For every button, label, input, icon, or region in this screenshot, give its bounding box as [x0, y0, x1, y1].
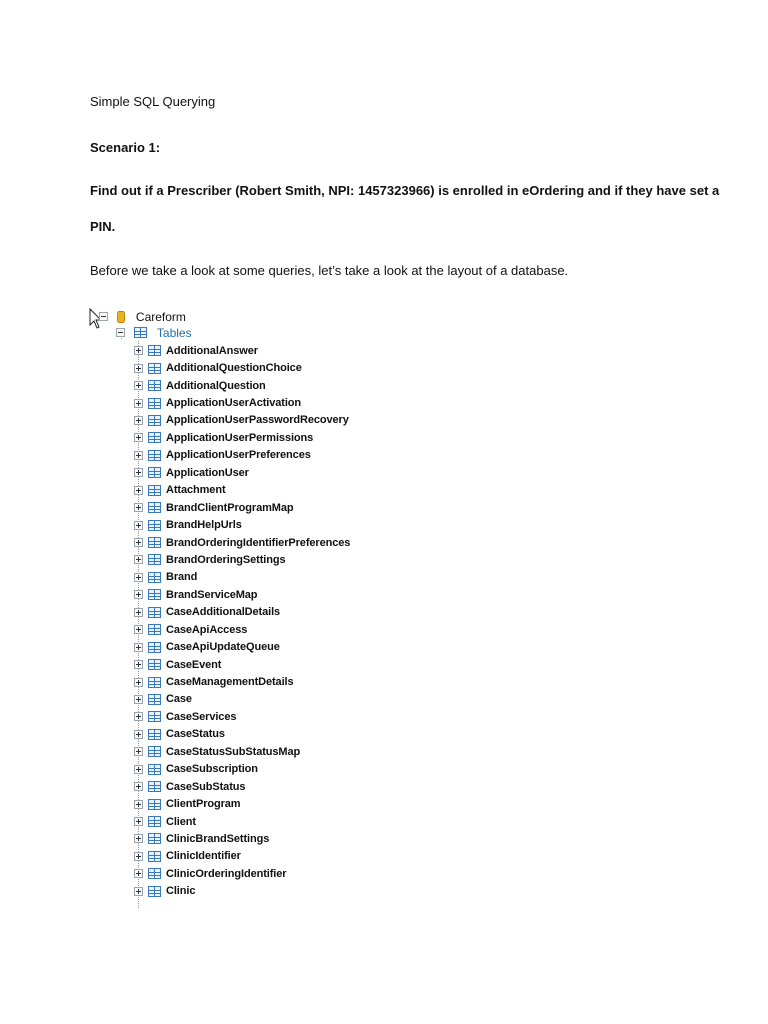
tree-item-table[interactable]: [134, 342, 350, 359]
tree-item-table[interactable]: [134, 830, 350, 847]
tree-item-table[interactable]: [134, 621, 350, 638]
table-folder-icon: [134, 327, 147, 338]
expand-icon[interactable]: [134, 555, 143, 564]
table-name: ApplicationUserPreferences: [166, 449, 311, 462]
table-icon: [148, 363, 161, 374]
tables-folder-label: Tables: [156, 325, 192, 340]
expand-icon[interactable]: [134, 608, 143, 617]
expand-icon[interactable]: [134, 433, 143, 442]
table-name: CaseAdditionalDetails: [166, 606, 281, 619]
table-name: Attachment: [166, 484, 226, 497]
tree-item-table[interactable]: [134, 865, 350, 882]
tree-item-table[interactable]: [134, 848, 350, 865]
table-name: CaseStatus: [166, 728, 225, 741]
tree-item-table[interactable]: [134, 516, 350, 533]
expand-icon[interactable]: [134, 800, 143, 809]
tree-item-table[interactable]: [134, 813, 350, 830]
expand-icon[interactable]: [134, 678, 143, 687]
table-icon: [148, 694, 161, 705]
tree-item-table[interactable]: [134, 377, 350, 394]
tree-item-table[interactable]: [134, 464, 350, 481]
table-icon: [148, 537, 161, 548]
tree-item-table[interactable]: [134, 761, 350, 778]
expand-icon[interactable]: [134, 468, 143, 477]
table-icon: [148, 345, 161, 356]
table-name: CaseApiUpdateQueue: [166, 641, 280, 654]
tree-item-table[interactable]: [134, 795, 350, 812]
expand-icon[interactable]: [134, 765, 143, 774]
table-name: ClinicBrandSettings: [166, 832, 270, 845]
table-name: Client: [166, 815, 196, 828]
table-name: ClinicOrderingIdentifier: [166, 867, 287, 880]
table-icon: [148, 642, 161, 653]
expand-icon[interactable]: [134, 538, 143, 547]
tree-item-table[interactable]: [134, 673, 350, 690]
task-description-line-2: PIN.: [90, 219, 116, 234]
table-name: ApplicationUserPasswordRecovery: [166, 414, 349, 427]
collapse-icon[interactable]: [116, 328, 125, 337]
table-icon: [148, 432, 161, 443]
table-icon: [148, 467, 161, 478]
table-name: ApplicationUserActivation: [166, 397, 302, 410]
table-name: CaseSubscription: [166, 763, 258, 776]
tree-node-tables-folder[interactable]: [116, 324, 192, 340]
tree-item-table[interactable]: [134, 883, 350, 900]
table-icon: [148, 450, 161, 461]
expand-icon[interactable]: [134, 346, 143, 355]
table-name: CaseApiAccess: [166, 623, 248, 636]
tree-item-table[interactable]: [134, 359, 350, 376]
table-icon: [148, 398, 161, 409]
tree-item-table[interactable]: [134, 412, 350, 429]
tree-item-table[interactable]: [134, 656, 350, 673]
expand-icon[interactable]: [134, 834, 143, 843]
tree-item-table[interactable]: [134, 604, 350, 621]
expand-icon[interactable]: [134, 869, 143, 878]
table-icon: [148, 589, 161, 600]
tree-item-table[interactable]: [134, 534, 350, 551]
expand-icon[interactable]: [134, 712, 143, 721]
table-icon: [148, 764, 161, 775]
table-icon: [148, 607, 161, 618]
tree-item-table[interactable]: [134, 638, 350, 655]
table-icon: [148, 554, 161, 565]
table-name: CaseEvent: [166, 658, 222, 671]
expand-icon[interactable]: [134, 643, 143, 652]
table-icon: [148, 415, 161, 426]
expand-icon[interactable]: [134, 486, 143, 495]
expand-icon[interactable]: [134, 747, 143, 756]
table-icon: [148, 624, 161, 635]
tree-item-table[interactable]: [134, 586, 350, 603]
table-name: Clinic: [166, 885, 196, 898]
expand-icon[interactable]: [134, 381, 143, 390]
table-name: BrandOrderingSettings: [166, 553, 286, 566]
tree-item-table[interactable]: [134, 569, 350, 586]
table-icon: [148, 833, 161, 844]
tree-item-table[interactable]: [134, 743, 350, 760]
tree-item-table[interactable]: [134, 778, 350, 795]
table-icon: [148, 502, 161, 513]
intro-paragraph: Before we take a look at some queries, let’s take a look at the layout of a database.: [90, 263, 569, 278]
database-label: Careform: [135, 309, 186, 324]
tree-item-table[interactable]: [134, 429, 350, 446]
object-explorer-screenshot: [86, 305, 386, 908]
expand-icon[interactable]: [134, 625, 143, 634]
expand-icon[interactable]: [134, 660, 143, 669]
tree-item-table[interactable]: [134, 482, 350, 499]
expand-icon[interactable]: [134, 730, 143, 739]
expand-icon[interactable]: [134, 817, 143, 826]
expand-icon[interactable]: [134, 573, 143, 582]
table-icon: [148, 851, 161, 862]
table-icon: [148, 729, 161, 740]
table-icon: [148, 711, 161, 722]
table-name: BrandOrderingIdentifierPreferences: [166, 536, 351, 549]
table-icon: [148, 868, 161, 879]
table-name: AdditionalQuestion: [166, 379, 266, 392]
table-name: ClientProgram: [166, 798, 241, 811]
document-title: Simple SQL Querying: [90, 94, 216, 109]
tree-item-table[interactable]: [134, 726, 350, 743]
expand-icon[interactable]: [134, 364, 143, 373]
table-icon: [148, 659, 161, 670]
table-icon: [148, 572, 161, 583]
table-list: [134, 342, 350, 900]
table-icon: [148, 886, 161, 897]
table-name: ApplicationUserPermissions: [166, 431, 314, 444]
table-name: Case: [166, 693, 192, 706]
database-icon: [117, 311, 125, 323]
table-name: BrandHelpUrls: [166, 519, 242, 532]
table-name: ApplicationUser: [166, 466, 249, 479]
expand-icon[interactable]: [134, 590, 143, 599]
table-icon: [148, 781, 161, 792]
expand-icon[interactable]: [134, 416, 143, 425]
tree-item-table[interactable]: [134, 691, 350, 708]
table-name: CaseSubStatus: [166, 780, 246, 793]
table-icon: [148, 380, 161, 391]
table-name: BrandClientProgramMap: [166, 501, 294, 514]
tree-item-table[interactable]: [134, 394, 350, 411]
table-icon: [148, 677, 161, 688]
expand-icon[interactable]: [134, 695, 143, 704]
scenario-heading: Scenario 1:: [90, 140, 161, 155]
table-name: BrandServiceMap: [166, 588, 258, 601]
task-description-line-1: Find out if a Prescriber (Robert Smith, NPI: 1457323966) is enrolled in eOrdering and if they have set a: [90, 183, 720, 198]
table-name: AdditionalAnswer: [166, 344, 258, 357]
expand-icon[interactable]: [134, 451, 143, 460]
tree-item-table[interactable]: [134, 551, 350, 568]
table-icon: [148, 746, 161, 757]
table-icon: [148, 816, 161, 827]
expand-icon[interactable]: [134, 503, 143, 512]
table-name: CaseServices: [166, 710, 237, 723]
collapse-icon[interactable]: [99, 312, 108, 321]
tree-item-table[interactable]: [134, 499, 350, 516]
tree-item-table[interactable]: [134, 708, 350, 725]
expand-icon[interactable]: [134, 399, 143, 408]
tree-node-database[interactable]: [99, 308, 186, 324]
table-icon: [148, 485, 161, 496]
table-name: Brand: [166, 571, 198, 584]
expand-icon[interactable]: [134, 852, 143, 861]
table-icon: [148, 520, 161, 531]
table-name: ClinicIdentifier: [166, 850, 241, 863]
table-name: CaseManagementDetails: [166, 676, 294, 689]
expand-icon[interactable]: [134, 521, 143, 530]
expand-icon[interactable]: [134, 782, 143, 791]
table-name: AdditionalQuestionChoice: [166, 362, 302, 375]
tree-item-table[interactable]: [134, 447, 350, 464]
table-name: CaseStatusSubStatusMap: [166, 745, 301, 758]
table-icon: [148, 799, 161, 810]
expand-icon[interactable]: [134, 887, 143, 896]
